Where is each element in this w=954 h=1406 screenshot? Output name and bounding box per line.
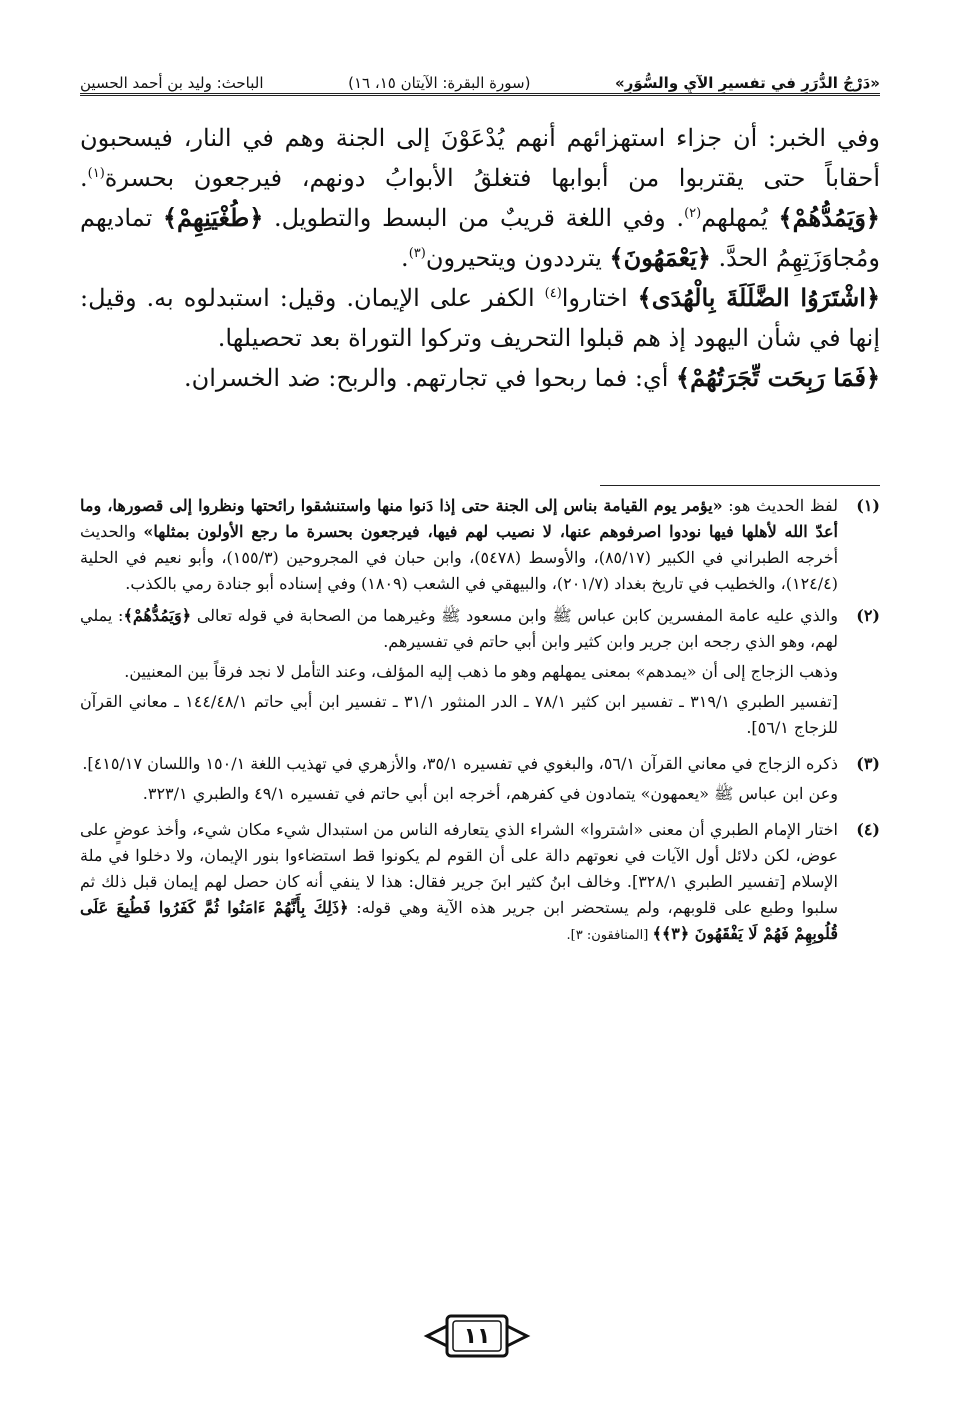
main-text	[80, 118, 880, 398]
text-segment: أي: فما ربحوا في تجارتهم. والربح: ضد الخسران.	[184, 364, 677, 392]
book-title: «دَرْجُ الدُّرَرِ في تفسيرِ الآيِ والسُّوَرِ»	[615, 74, 880, 92]
quran-word: ﴿وَيَمُدُّهُمْ﴾	[123, 606, 192, 625]
quran-word: ﴿وَيَمُدُّهُمْ﴾	[778, 203, 880, 232]
text-segment: : يملي لهم، وهو الذي رجحه ابن جرير وابن كثير وابن أبي حاتم في تفسيرهم.	[80, 606, 838, 651]
text-segment: اختاروا	[561, 284, 638, 312]
footnote-paragraph	[80, 603, 838, 655]
surah-reference: (سورة البقرة: الآيتان ١٥، ١٦)	[348, 74, 531, 92]
main-paragraph-3	[80, 358, 880, 398]
footnote-number: (٣)	[856, 754, 880, 773]
quran-word: ﴿يَعْمَهُونَ﴾	[609, 243, 711, 272]
main-paragraph-2	[80, 278, 880, 358]
quran-phrase: ﴿اشْتَرَوُا الضَّلَلَةَ بِالْهُدَى﴾	[637, 283, 880, 312]
page-number: ١١	[463, 1323, 491, 1349]
text-segment: والذي عليه عامة المفسرين كابن عباس ﷺ وابن مسعود ﷺ وغيرهما من الصحابة في قوله تعالى	[191, 606, 839, 625]
text-segment: تماديهم ومُجاوَزَتِهِمُ الحدَّ.	[80, 204, 880, 272]
text-segment: لفظ الحديث هو:	[722, 496, 838, 515]
main-paragraph-1	[80, 118, 880, 278]
researcher-name: الباحث: وليد بن أحمد الحسين	[80, 74, 264, 92]
text-segment: .	[401, 244, 409, 272]
text-segment: والحديث أخرجه الطبراني في الكبير (٨٥/١٧)، والأوسط (٥٤٧٨)، وابن حبان في المجروحين (١٥٥/٣)، وأبو نعيم في الحلية (١٢٤/٤)، والخطيب في تاريخ بغداد (٢٠١/٧)، والبيهقي في الشعب (١٨٠٩) وفي إسناده أبو جنادة رمي بالكذب.	[80, 522, 839, 593]
footnote-2	[80, 603, 880, 745]
text-segment: يُمهلهم	[701, 204, 779, 232]
quran-verse: ﴿ذَلِكَ بِأَنَّهُمْ ءَامَنُوا ثُمَّ كَفَرُوا فَطُبِعَ عَلَى قُلُوبِهِمْ فَهُمْ لَا يَفْقَهُونَ ﴿٣﴾﴾	[80, 898, 838, 943]
footnote-ref-3[interactable]: (٣)	[408, 246, 426, 261]
text-segment: اختار الإمام الطبري أن معنى «اشتروا» الشراء الذي يتعارفه الناس من استبدال شيء مكان شيء، وأخذ عوضٍ على عوض، لكن دلائل أول الآيات في نعوتهم دالة على أن القوم لم يكونوا قط استضاءوا بنور الإيمان، ولا دخلوا في ملة الإسلام [تفسير الطبري ٣٢٨/١]. وخالف ابنُ كثير ابنَ جرير فقال: هذا لا ينفي أنه كان حصل لهم إيمان قبل ذلك ثم سلبوا وطبع على قلوبهم، ولم يستحضر ابن جرير هذه الآية وهي قوله:	[80, 820, 839, 917]
footnote-paragraph: وذهب الزجاج إلى أن «يمدهم» بمعنى يمهلهم وهو ما ذهب إليه المؤلف، وعند التأمل لا نجد فرقاً بين المعنيين.	[124, 662, 838, 681]
text-segment: يترددون ويتحيرون	[425, 244, 610, 272]
footnote-1	[80, 493, 880, 597]
footnote-number: (٢)	[856, 606, 880, 625]
footnote-body	[80, 751, 838, 811]
footnote-divider	[600, 485, 880, 486]
verse-reference: [المنافقون: ٣].	[566, 928, 653, 943]
footnote-ref-4[interactable]: (٤)	[544, 286, 562, 301]
page-number-ornament	[419, 1312, 535, 1360]
footnote-ref-2[interactable]: (٢)	[684, 206, 702, 221]
text-segment: . وفي اللغة قريبٌ من البسط والتطويل.	[263, 204, 685, 232]
text-segment: الكفر على الإيمان. وقيل: استبدلوه به. وقيل: إنها في شأن اليهود إذ هم قبلوا التحريف وتركوا التوراة بعد تحصيلها.	[80, 284, 880, 352]
footnote-4	[80, 817, 880, 949]
footnote-number: (٤)	[856, 820, 880, 839]
footnote-body	[80, 493, 838, 597]
footnote-body	[80, 603, 838, 745]
text-segment: وفي الخبر: أن جزاء استهزائهم أنهم يُدْعَوْنَ إلى الجنة وهم في النار، فيسحبون أحقاباً حتى يقتربوا من أبوابها فتغلقُ الأبوابُ دونهم، فيرجعون بحسرة	[80, 124, 880, 192]
footnote-ref-1[interactable]: (١)	[87, 166, 105, 181]
footnote-paragraph: ذكره الزجاج في معاني القرآن ٥٦/١، والبغوي في تفسيره ٣٥/١، والأزهري في تهذيب اللغة ١٥٠/١ واللسان ٤١٥/١٧].	[82, 754, 838, 773]
footnote-body	[80, 817, 838, 949]
page-header	[80, 52, 880, 92]
footnote-3	[80, 751, 880, 811]
header-divider	[80, 93, 880, 96]
quran-word: ﴿طُغْيَنِهِمْ﴾	[162, 203, 264, 232]
hadith-text: «يؤمر يوم القيامة بناس إلى الجنة حتى إذا دَنوا منها واستنشقوا رائحتها ونظروا إلى قصورها، وما أعدّ الله لأهلها فيها نودوا اصرفوهم عنها، لا نصيب لهم فيها، فيرجعون بحسرة ما رجع الأولون بمثلها»	[80, 496, 839, 541]
footnotes	[80, 493, 880, 955]
footnote-paragraph: [تفسير الطبري ٣١٩/١ ـ تفسير ابن كثير ٧٨/١ ـ الدر المنثور ٣١/١ ـ تفسير ابن أبي حاتم ١٤٤/٤٨/١ ـ معاني القرآن للزجاج ٥٦/١].	[80, 692, 838, 737]
footnote-paragraph: وعن ابن عباس ﷺ «يعمهون» يتمادون في كفرهم، أخرجه ابن أبي حاتم في تفسيره ٤٩/١ والطبري ٣٢٣/١.	[142, 784, 838, 803]
footnote-number: (١)	[856, 496, 880, 515]
text-segment: .	[80, 164, 88, 192]
quran-phrase: ﴿فَمَا رَبِحَت تِّجَرَتُهُمْ﴾	[676, 363, 880, 392]
